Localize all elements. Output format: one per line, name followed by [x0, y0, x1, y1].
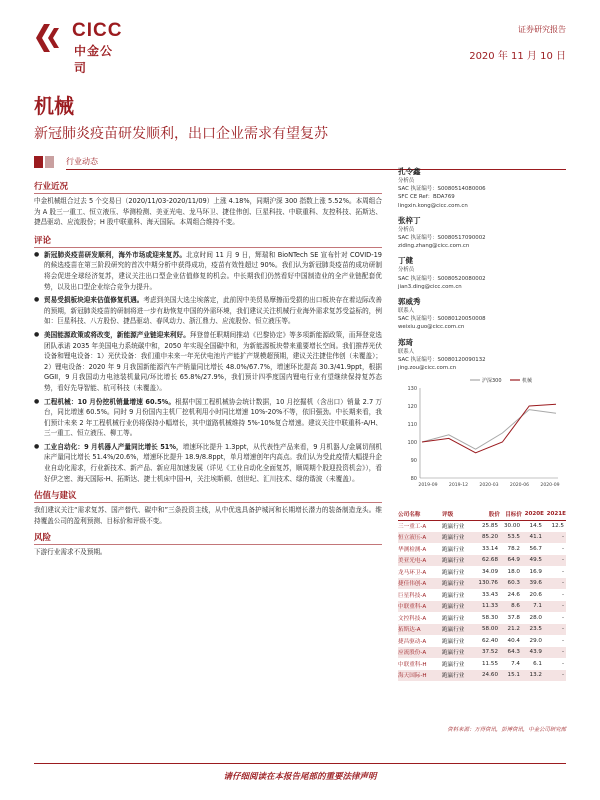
company-name-cell: 捷佳伟创-A — [398, 581, 427, 588]
table-cell: 11.33 — [481, 603, 498, 610]
analyst-email[interactable]: jing.zou@cicc.com.cn — [398, 365, 457, 372]
company-name-cell: 巨星科技-A — [398, 592, 427, 599]
y-tick-label: 120 — [407, 404, 417, 410]
table-cell: 跑赢行业 — [442, 673, 465, 680]
analyst-cert: SAC 执证编号：S0080517090002 — [398, 235, 486, 242]
analyst-email[interactable]: weixiu.guo@cicc.com.cn — [398, 324, 465, 331]
analyst-cert: SAC 执证编号：S0080514080006 — [398, 186, 486, 193]
section-divider — [34, 193, 382, 194]
table-row — [398, 543, 566, 555]
legal-notice[interactable]: 请仔细阅读在本报告尾部的重要法律声明 — [223, 772, 377, 782]
table-cell: 23.5 — [529, 626, 542, 633]
table-source-note: 资料来源：万得资讯，彭博资讯，中金公司研究部 — [447, 727, 566, 733]
table-cell: 41.1 — [529, 534, 542, 541]
table-row — [398, 612, 566, 624]
table-cell: 40.4 — [507, 637, 520, 644]
table-cell: 18.0 — [507, 568, 520, 575]
series-line-0 — [422, 410, 556, 450]
section-heading-comment: 评论 — [34, 235, 52, 246]
table-cell: - — [561, 649, 564, 656]
table-cell: 21.2 — [507, 626, 520, 633]
y-tick-label: 110 — [407, 422, 417, 428]
table-cell: 12.5 — [551, 523, 564, 529]
bullet-body: 拜登曾任职期间推动《巴黎协定》等多项新能源政策，而拜登竞选团队承诺 2035 年美国电力系统碳中和，2050 年实现全国碳中和，为新能源板块带来重要增长空间。我们推荐光伏设备和锂电设备：1）光伏设备：我们重申未来一年光伏电池片产能扩产规模超预期，建议关注捷佳伟创（未覆盖）；2）锂电设备：2020 年 9 月我国新能源汽车产销量同比增长 48.0%/67.7%，增速环比提高 30.3/41.9ppt，根据 GGII，9 月我国动力电池装机量同/环比增长 65.8%/27.9%，我们预计四季度国内锂电行业有望继续保持复苏态势，看好先导智能、杭可科技（未覆盖）。 — [44, 330, 383, 392]
table-row — [398, 520, 566, 532]
table-cell: 跑赢行业 — [442, 524, 465, 530]
table-row — [398, 670, 566, 682]
table-cell: 130.76 — [478, 580, 498, 587]
table-cell: 78.2 — [507, 545, 520, 552]
table-cell: 跑赢行业 — [442, 627, 465, 634]
y-tick-label: 100 — [407, 440, 417, 446]
company-name-cell: 中联重科-H — [398, 661, 427, 668]
bullet-body: 增速环比提升 1.3ppt，从代表性产品来看，9 月机器人/金属切削机床产量同比增长 51.4%/20.6%，增速环比提升 18.9/8.8ppt，单月增速创年内高点。我们认为受此疫情大幅提升企业自动化需求，行业新技术、新产品、新应用加速发展（详见《工业自动化全面复苏，顺周期个股迎投资机会》），看好伊之密、海天国际-H、拓斯达、捷士机床中国-H，关注埃斯顿、创世纪、汇川技术、绿的谐波（未覆盖）。 — [44, 442, 382, 483]
company-name-cell: 华测检测-A — [398, 546, 427, 553]
analyst-cert2: SFC CE Ref：BDA769 — [398, 194, 455, 201]
x-tick-label: 2020-06 — [509, 483, 530, 488]
section-divider — [34, 247, 382, 248]
table-cell: 15.1 — [507, 672, 520, 679]
brand-name-en: CICC — [72, 20, 123, 41]
analyst-cert: SAC 执证编号：S0080520080002 — [398, 275, 486, 282]
table-cell: 跑赢行业 — [442, 535, 465, 542]
company-name-cell: 应流股份-A — [398, 650, 427, 657]
table-cell: 跑赢行业 — [442, 558, 465, 565]
table-cell: - — [561, 591, 564, 598]
table-cell: 11.55 — [481, 660, 498, 667]
analyst-role: 联系人 — [398, 348, 415, 355]
analyst-cert: SAC 执证编号：S0080120090132 — [398, 356, 486, 363]
bullet-head: 贸易受损板块迎来估值修复机遇。 — [44, 296, 144, 305]
analyst-name: 丁健 — [398, 256, 413, 266]
table-cell: 53.5 — [507, 534, 520, 541]
cicc-logo — [34, 18, 124, 75]
table-cell: 跑赢行业 — [442, 592, 465, 599]
col-header: 股价 — [472, 509, 500, 520]
table-cell: - — [561, 580, 564, 587]
table-cell: - — [561, 626, 564, 633]
analyst-cert: SAC 执证编号：S0080120050008 — [398, 316, 486, 323]
table-cell: - — [561, 660, 564, 667]
section-heading-performance: 行业近况 — [34, 182, 69, 192]
comment-bullets — [34, 250, 382, 484]
table-cell: 62.68 — [481, 557, 498, 564]
tag-square-dark — [34, 156, 43, 168]
section-heading-rating: 估值与建议 — [34, 491, 77, 502]
analyst-card — [398, 255, 566, 291]
col-header: 评级 — [442, 509, 472, 520]
analyst-card — [398, 215, 566, 251]
table-cell: 16.9 — [529, 568, 542, 575]
table-cell: 56.7 — [529, 545, 542, 552]
col-header: 目标价 — [500, 509, 522, 520]
table-cell: 24.6 — [507, 591, 520, 598]
comment-bullet — [34, 330, 382, 394]
table-cell: 14.5 — [529, 523, 542, 529]
analyst-card — [398, 337, 566, 373]
comment-bullet — [34, 250, 382, 292]
table-cell: - — [561, 557, 564, 564]
sector-title: 机械 — [34, 94, 74, 118]
table-cell: 64.3 — [507, 649, 520, 656]
table-cell: - — [561, 545, 564, 552]
analyst-email[interactable]: lingxin.kong@cicc.com.cn — [398, 202, 468, 209]
table-cell: 49.5 — [529, 557, 542, 564]
col-header: 2020E — [522, 509, 544, 520]
table-cell: 28.0 — [529, 614, 542, 621]
x-tick-label: 2020-09 — [540, 483, 560, 488]
table-row — [398, 658, 566, 670]
table-cell: 64.9 — [507, 557, 520, 564]
table-cell: 29.0 — [529, 637, 542, 644]
analyst-name: 郭威秀 — [398, 297, 421, 307]
col-header: 2021E — [544, 509, 566, 520]
company-name-cell: 美亚光电-A — [398, 558, 427, 565]
table-cell: 7.1 — [533, 603, 542, 610]
table-row — [398, 532, 566, 544]
performance-chart-svg — [398, 372, 566, 496]
table-cell: 6.1 — [533, 660, 542, 667]
table-row — [398, 566, 566, 578]
table-cell: 60.3 — [507, 580, 520, 587]
bullet-head: 新冠肺炎疫苗研发顺利，海外市场或迎来复苏。 — [44, 250, 187, 259]
table-cell: - — [561, 614, 564, 621]
table-cell: 24.60 — [481, 672, 498, 679]
table-row — [398, 578, 566, 590]
table-cell: 33.14 — [481, 545, 498, 552]
table-row — [398, 601, 566, 613]
company-name-cell: 恒立液压-A — [398, 535, 427, 542]
section-heading-risk: 风险 — [34, 533, 52, 544]
legend-label: 机械 — [522, 378, 533, 384]
brand-name-cn: 中金公司 — [74, 44, 114, 75]
table-cell: 30.00 — [503, 523, 520, 529]
table-cell: 33.43 — [481, 591, 498, 598]
main-content — [34, 176, 382, 558]
analyst-role: 联系人 — [398, 308, 415, 315]
bullet-head: 工业自动化：9 月机器人产量同比增长 51%， — [44, 442, 183, 451]
y-tick-label: 90 — [410, 458, 417, 464]
table-row — [398, 635, 566, 647]
report-date: 2020 年 11 月 10 日 — [469, 51, 566, 62]
table-cell: 58.30 — [481, 614, 498, 621]
table-cell: 58.00 — [481, 626, 498, 633]
table-cell: - — [561, 534, 564, 541]
analyst-card — [398, 166, 566, 210]
footer-divider — [34, 763, 566, 764]
table-cell: 85.20 — [481, 534, 498, 541]
table-row — [398, 647, 566, 659]
table-cell: 43.9 — [529, 649, 542, 656]
bullet-head: 工程机械：10 月份挖机销量增速 60.5%。 — [44, 397, 176, 406]
bullet-body: 北京时间 11 月 9 日，辉瑞和 BioNTech SE 宣布针对 COVID-19 的候选疫苗在第三阶段研究的首次中期分析中获得成功，疫苗有效性超过 90%。我们认为新冠肺炎疫苗的成功研制将会促进全球经济复苏，建议关注出口型企业估值修复的机会。中长期我们仍然看好中国制造业的全产业链配套优势，以及出口型企业综合竞争力提升。 — [44, 250, 383, 291]
comment-bullet — [34, 397, 382, 439]
portfolio-table — [398, 509, 566, 681]
tag-square-light — [45, 156, 54, 168]
table-cell: 跑赢行业 — [442, 638, 465, 645]
company-name-cell: 海天国际-H — [398, 673, 427, 680]
table-cell: 跑赢行业 — [442, 569, 465, 576]
company-name-cell: 捷昌驱动-A — [398, 638, 427, 645]
y-tick-label: 80 — [410, 476, 417, 482]
tag-label: 行业动态 — [66, 157, 98, 166]
col-header: 公司名称 — [398, 509, 442, 520]
performance-paragraph: 中金机械组合过去 5 个交易日（2020/11/03-2020/11/09）上涨 4.18%，同期沪深 300 指数上涨 5.52%。本周组合为 A 股三一重工、恒立液压、华测检测、美亚光电、龙马环卫、捷佳伟创、巨星科技、中联重科、友控科技、拓斯达、捷昌驱动、应流股份；H 股中联重科、海天国际。本周组合维持不变。 — [34, 197, 382, 227]
table-cell: 62.40 — [481, 637, 498, 644]
analyst-name: 孔令鑫 — [398, 167, 421, 176]
table-cell: 39.6 — [529, 580, 542, 587]
report-meta — [469, 24, 566, 62]
risk-paragraph: 下游行业需求不及预期。 — [34, 548, 107, 557]
rating-paragraph: 我们建议关注“需求复苏、国产替代、碳中和”三条投资主线，从中优选具备护城河和长期增长潜力的装备制造龙头。维持覆盖公司的盈利预测、目标价和评级不变。 — [34, 506, 382, 525]
comment-bullet — [34, 295, 382, 327]
table-cell: 跑赢行业 — [442, 604, 465, 611]
report-type: 证券研究报告 — [518, 25, 566, 34]
table-cell: 37.52 — [481, 649, 498, 656]
table-cell: 跑赢行业 — [442, 661, 465, 668]
table-cell: 37.8 — [507, 614, 520, 621]
analyst-name: 郑琦 — [398, 337, 413, 347]
legend-label: 沪深300 — [482, 378, 502, 384]
analyst-role: 分析员 — [398, 267, 415, 274]
company-name-cell: 文控科技-A — [398, 615, 427, 622]
section-divider — [34, 544, 382, 545]
performance-chart — [398, 372, 566, 496]
table-body — [398, 520, 566, 681]
table-cell: 跑赢行业 — [442, 615, 465, 622]
series-line-1 — [422, 404, 556, 453]
table-cell: 跑赢行业 — [442, 581, 465, 588]
table-cell: 34.09 — [481, 568, 498, 575]
table-row — [398, 555, 566, 567]
table-cell: - — [561, 568, 564, 575]
section-divider — [34, 502, 382, 503]
table-cell: - — [561, 637, 564, 644]
analyst-name: 张梓丁 — [398, 215, 421, 225]
x-tick-label: 2019-09 — [418, 483, 438, 488]
x-tick-label: 2020-03 — [479, 483, 499, 488]
table-cell: 7.4 — [511, 660, 520, 667]
y-tick-label: 130 — [407, 386, 417, 392]
table-cell: 20.6 — [529, 591, 542, 598]
analyst-role: 分析员 — [398, 178, 415, 184]
table-cell: - — [561, 603, 564, 610]
analyst-email[interactable]: jian3.ding@cicc.com.cn — [398, 283, 462, 290]
table-cell: 25.85 — [481, 523, 498, 529]
analyst-card — [398, 296, 566, 332]
comment-bullet — [34, 442, 382, 484]
company-name-cell: 三一重工-A — [398, 524, 427, 530]
analyst-sidebar — [398, 166, 566, 377]
table-row — [398, 624, 566, 636]
table-row — [398, 589, 566, 601]
x-tick-label: 2019-12 — [448, 483, 469, 488]
bullet-body: 根据中国工程机械协会统计数据，10 月挖掘机（含出口）销量 2.7 万台，同比增速 60.5%。同时 9 月份国内主机厂挖机利用小时同比增速 10%-20%不等，依旧强劲。中长期来看，我们预计未来 2 年工程机械行业仍将保持小幅增长，其中道路机械维持 5%-10%复合增速。建议关注中联重科-A/H、三一重工、恒立液压、柳工等。 — [44, 397, 382, 438]
table-cell: 跑赢行业 — [442, 650, 465, 657]
table-cell: - — [561, 672, 564, 679]
report-title: 新冠肺炎疫苗研发顺利，出口企业需求有望复苏 — [34, 126, 328, 142]
company-name-cell: 中联重科-A — [398, 604, 427, 611]
table-cell: 跑赢行业 — [442, 546, 465, 553]
company-name-cell: 龙马环卫-A — [398, 569, 427, 576]
bullet-body: 考虑到美国大选尘埃落定，此前因中美贸易摩擦而受损的出口板块存在着边际改善的预期，新冠肺炎疫苗的研制将进一步有助恢复中国的外需环境，我们建议关注机械行业海外需求复苏受益标的，例如：巨星科技、八方股份、捷昌驱动、春风动力、浙江鼎力、应流股份、恒立液压等。 — [44, 296, 382, 326]
table-cell: 8.6 — [511, 603, 520, 610]
company-name-cell: 拓斯达-A — [398, 627, 421, 634]
analyst-role: 分析员 — [398, 226, 415, 233]
analyst-email[interactable]: ziding.zhang@cicc.com.cn — [398, 243, 470, 250]
table-cell: 13.2 — [529, 672, 542, 679]
table-header-row — [398, 509, 566, 520]
bullet-head: 美国能源政策或将改变，新能源产业链迎来利好。 — [44, 330, 190, 339]
